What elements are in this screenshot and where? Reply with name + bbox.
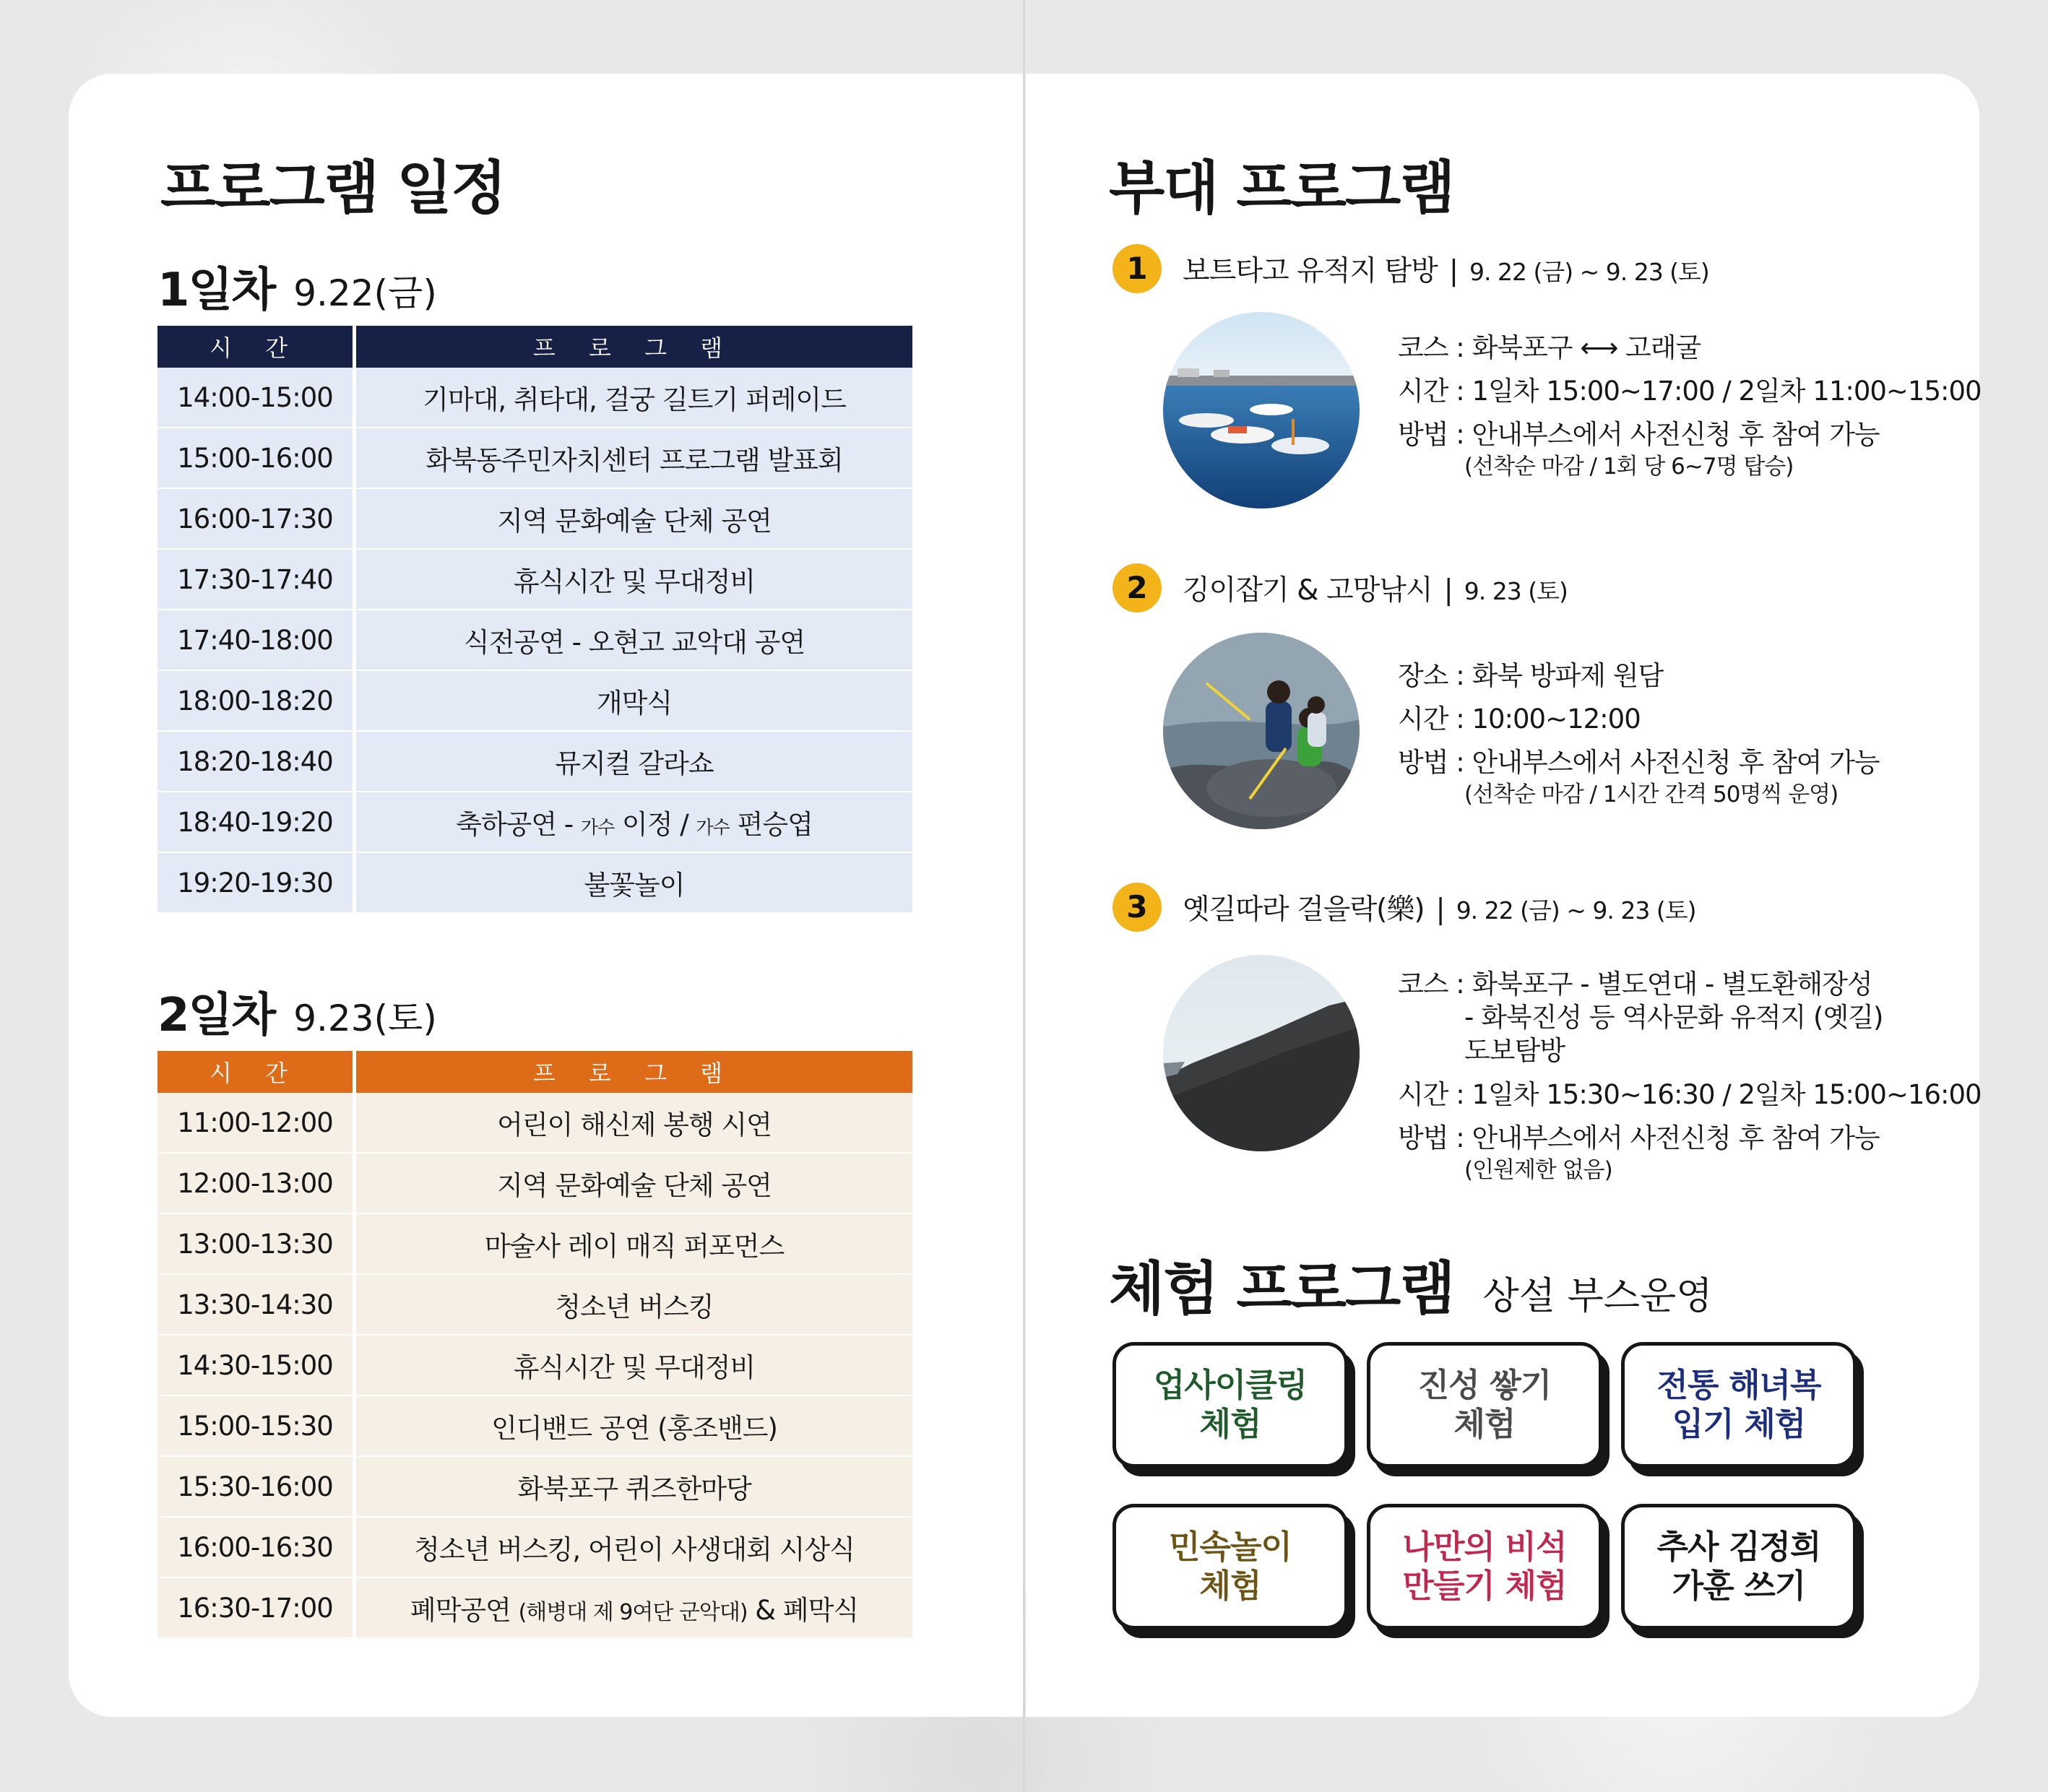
program-cell: 청소년 버스킹, 어린이 사생대회 시상식 xyxy=(356,1516,912,1577)
time-cell: 13:00-13:30 xyxy=(157,1213,356,1273)
time-cell: 12:00-13:00 xyxy=(157,1152,356,1213)
table-row xyxy=(157,730,912,791)
experience-title: 체험 프로그램 xyxy=(1109,1255,1454,1323)
card-label: 전통 해녀복 입기 체험 xyxy=(1656,1366,1821,1443)
program-2-title xyxy=(1183,568,1568,608)
program-3-title xyxy=(1183,887,1695,927)
note-line: (선착순 마감 / 1시간 간격 50명씩 운영) xyxy=(1464,782,1839,808)
course-line: 코스 : 화북포구 ⟷ 고래굴 xyxy=(1398,332,1701,363)
program-2-info xyxy=(1398,654,1880,808)
side-programs-title: 부대 프로그램 xyxy=(1109,155,1454,222)
time-cell: 16:00-17:30 xyxy=(157,488,356,548)
haenyeo-outfit-card[interactable] xyxy=(1621,1342,1857,1468)
time-cell: 14:30-15:00 xyxy=(157,1334,356,1395)
time-header: 시 간 xyxy=(157,1051,356,1093)
folk-games-card[interactable] xyxy=(1112,1504,1348,1629)
program-name: 깅이잡기 & 고망낚시 xyxy=(1183,574,1433,607)
program-3-info xyxy=(1398,968,1982,1184)
program-cell: 식전공연 - 오현고 교악대 공연 xyxy=(356,609,912,670)
time-cell: 17:40-18:00 xyxy=(157,609,356,670)
day1-heading xyxy=(157,253,437,319)
time-cell: 14:00-15:00 xyxy=(157,368,356,427)
note-line: (인원제한 없음) xyxy=(1464,1157,1612,1183)
program-cell: 개막식 xyxy=(356,670,912,730)
monument-making-card[interactable] xyxy=(1367,1504,1602,1629)
table-row xyxy=(157,427,912,488)
program-cell: 화북동주민자치센터 프로그램 발표회 xyxy=(356,427,912,488)
program-text: & 폐막식 xyxy=(747,1595,859,1626)
time-cell: 15:30-16:00 xyxy=(157,1455,356,1516)
table-row xyxy=(157,1577,912,1637)
program-cell xyxy=(356,1577,912,1637)
table-row xyxy=(157,1093,912,1152)
table-row xyxy=(157,1455,912,1516)
card-label: 진성 쌓기 체험 xyxy=(1417,1366,1552,1443)
program-name: 보트타고 유적지 탐방 xyxy=(1183,255,1438,287)
note-line: (선착순 마감 / 1회 당 6~7명 탑승) xyxy=(1464,454,1794,480)
card-label: 나만의 비석 만들기 체험 xyxy=(1402,1528,1567,1605)
table-header-row xyxy=(157,1051,912,1093)
time-cell: 15:00-16:00 xyxy=(157,427,356,488)
time-header: 시 간 xyxy=(157,326,356,368)
time-cell: 19:20-19:30 xyxy=(157,852,356,912)
program-cell: 불꽃놀이 xyxy=(356,852,912,912)
fishing-image xyxy=(1163,633,1360,829)
band-detail: (해병대 제 9여단 군악대) xyxy=(518,1600,748,1625)
program-date: 9. 23 (토) xyxy=(1464,577,1568,605)
table-row xyxy=(157,1516,912,1577)
place-line: 장소 : 화북 방파제 원담 xyxy=(1398,660,1664,691)
separator: | xyxy=(1435,893,1445,926)
program-cell: 화북포구 퀴즈한마당 xyxy=(356,1455,912,1516)
number-badge: 2 xyxy=(1112,563,1162,613)
program-1-title xyxy=(1183,248,1709,289)
boat-harbor-photo xyxy=(1163,312,1360,508)
day1-schedule-table xyxy=(157,326,912,912)
program-text: 편승엽 xyxy=(729,809,813,840)
table-row xyxy=(157,609,912,670)
number-badge: 3 xyxy=(1112,883,1162,932)
table-row xyxy=(157,1152,912,1213)
singer-tag: 가수 xyxy=(696,817,730,838)
program-cell: 청소년 버스킹 xyxy=(356,1273,912,1334)
time-line: 시간 : 10:00~12:00 xyxy=(1398,704,1641,735)
program-text: 폐막공연 xyxy=(410,1595,519,1626)
upcycling-experience-card[interactable] xyxy=(1112,1342,1348,1468)
course-line-cont: - 화북진성 등 역사문화 유적지 (옛길) xyxy=(1464,1002,1883,1033)
card-label: 업사이클링 체험 xyxy=(1153,1366,1308,1443)
page-fold xyxy=(1023,0,1025,1792)
program-cell: 지역 문화예술 단체 공연 xyxy=(356,1152,912,1213)
program-header: 프 로 그 램 xyxy=(356,326,912,368)
program-cell: 뮤지컬 갈라쇼 xyxy=(356,730,912,791)
method-line: 방법 : 안내부스에서 사전신청 후 참여 가능 xyxy=(1398,1122,1880,1153)
table-row xyxy=(157,368,912,427)
program-cell: 휴식시간 및 무대정비 xyxy=(356,1334,912,1395)
program-header: 프 로 그 램 xyxy=(356,1051,912,1093)
time-cell: 18:00-18:20 xyxy=(157,670,356,730)
time-cell: 15:00-15:30 xyxy=(157,1395,356,1455)
day1-date: 9.22(금) xyxy=(293,272,437,314)
program-cell xyxy=(356,791,912,852)
experience-subtitle: 상설 부스운영 xyxy=(1482,1275,1713,1318)
time-cell: 18:20-18:40 xyxy=(157,730,356,791)
time-cell: 16:00-16:30 xyxy=(157,1516,356,1577)
card-label: 민속놀이 체험 xyxy=(1169,1528,1292,1605)
day1-label: 1일차 xyxy=(157,264,275,317)
day2-date: 9.23(토) xyxy=(293,997,437,1039)
day2-label: 2일차 xyxy=(157,989,275,1042)
table-row xyxy=(157,1395,912,1455)
schedule-title: 프로그램 일정 xyxy=(160,155,506,222)
family-motto-card[interactable] xyxy=(1621,1504,1857,1629)
time-line: 시간 : 1일차 15:00~17:00 / 2일차 11:00~15:00 xyxy=(1398,376,1982,407)
program-date: 9. 22 (금) ~ 9. 23 (토) xyxy=(1456,896,1696,925)
program-1-info xyxy=(1398,326,1982,480)
table-row xyxy=(157,1273,912,1334)
course-line: 코스 : 화북포구 - 별도연대 - 별도환해장성 xyxy=(1398,969,1872,1000)
program-name: 옛길따라 걸을락(樂) xyxy=(1183,893,1425,926)
table-header-row xyxy=(157,326,912,368)
fortress-stacking-card[interactable] xyxy=(1367,1342,1602,1468)
time-cell: 17:30-17:40 xyxy=(157,548,356,609)
program-text: 이정 / xyxy=(614,809,696,840)
wall-image xyxy=(1163,955,1360,1151)
table-row xyxy=(157,852,912,912)
method-line: 방법 : 안내부스에서 사전신청 후 참여 가능 xyxy=(1398,747,1880,778)
course-line-cont: 도보탐방 xyxy=(1464,1035,1565,1066)
program-cell: 인디밴드 공연 (홍조밴드) xyxy=(356,1395,912,1455)
table-row xyxy=(157,791,912,852)
time-cell: 18:40-19:20 xyxy=(157,791,356,852)
separator: | xyxy=(1443,574,1453,607)
program-cell: 마술사 레이 매직 퍼포먼스 xyxy=(356,1213,912,1273)
harbor-image xyxy=(1163,312,1360,508)
table-row xyxy=(157,1334,912,1395)
table-row xyxy=(157,548,912,609)
program-cell: 지역 문화예술 단체 공연 xyxy=(356,488,912,548)
table-row xyxy=(157,1213,912,1273)
program-cell: 어린이 해신제 봉행 시연 xyxy=(356,1093,912,1152)
time-cell: 11:00-12:00 xyxy=(157,1093,356,1152)
experience-heading xyxy=(1109,1242,1712,1325)
stone-wall-photo xyxy=(1163,955,1360,1151)
day2-schedule-table xyxy=(157,1051,912,1637)
children-fishing-photo xyxy=(1163,633,1360,829)
program-cell: 휴식시간 및 무대정비 xyxy=(356,548,912,609)
singer-tag: 가수 xyxy=(580,817,615,838)
method-line: 방법 : 안내부스에서 사전신청 후 참여 가능 xyxy=(1398,419,1880,450)
separator: | xyxy=(1448,255,1459,287)
number-badge: 1 xyxy=(1112,244,1162,293)
time-cell: 13:30-14:30 xyxy=(157,1273,356,1334)
program-cell: 기마대, 취타대, 걸궁 길트기 퍼레이드 xyxy=(356,368,912,427)
time-line: 시간 : 1일차 15:30~16:30 / 2일차 15:00~16:00 xyxy=(1398,1079,1982,1110)
table-row xyxy=(157,488,912,548)
program-date: 9. 22 (금) ~ 9. 23 (토) xyxy=(1469,258,1709,286)
time-cell: 16:30-17:00 xyxy=(157,1577,356,1637)
day2-heading xyxy=(157,978,437,1044)
table-row xyxy=(157,670,912,730)
program-text: 축하공연 - xyxy=(456,809,581,840)
card-label: 추사 김정희 가훈 쓰기 xyxy=(1656,1528,1821,1605)
